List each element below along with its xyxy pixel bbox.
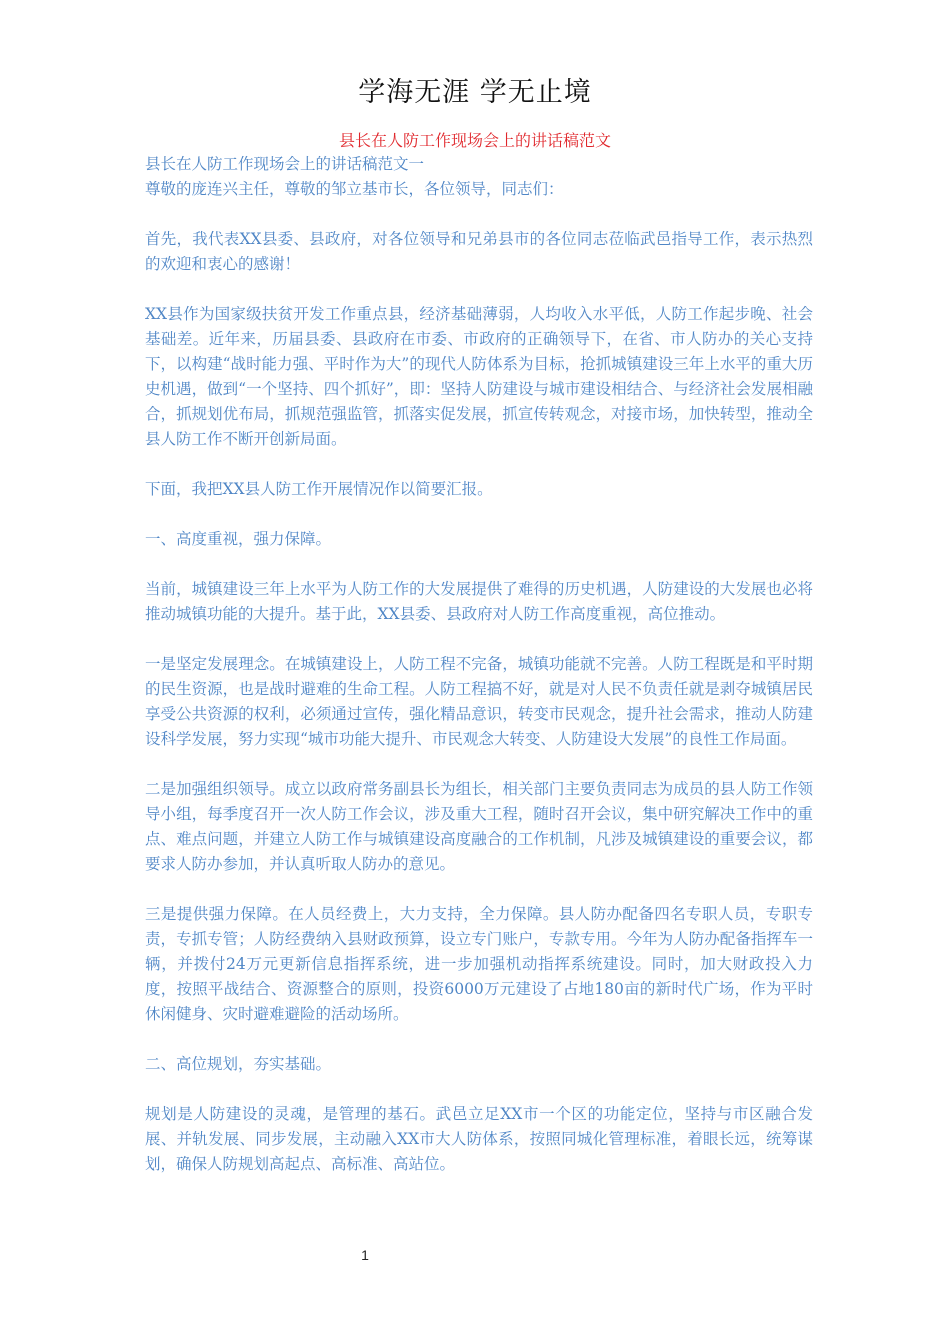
document-body — [145, 152, 813, 1177]
body-paragraph: 首先，我代表XX县委、县政府，对各位领导和兄弟县市的各位同志莅临武邑指导工作，表示热烈的欢迎和衷心的感谢！ — [145, 230, 813, 273]
body-paragraph: 二是加强组织领导。成立以政府常务副县长为组长，相关部门主要负责同志为成员的县人防工作领导小组，每季度召开一次人防工作会议，涉及重大工程，随时召开会议，集中研究解决工作中的重点、难点问题，并建立人防工作与城镇建设高度融合的工作机制，凡涉及城镇建设的重要会议，都要求人防办参加，并认真听取人防办的意见。 — [145, 780, 813, 873]
body-paragraph: 三是提供强力保障。在人员经费上，大力支持，全力保障。县人防办配备四名专职人员，专职专责，专抓专管；人防经费纳入县财政预算，设立专门账户，专款专用。今年为人防办配备指挥车一辆，并拨付24万元更新信息指挥系统，进一步加强机动指挥系统建设。同时，加大财政投入力度，按照平战结合、资源整合的原则，投资6000万元建设了占地180亩的新时代广场，作为平时休闲健身、灾时避难避险的活动场所。 — [145, 905, 813, 1023]
salutation-paragraph: 尊敬的庞连兴主任，尊敬的邹立基市长，各位领导，同志们： — [145, 180, 564, 198]
body-paragraph: 一是坚定发展理念。在城镇建设上，人防工程不完备，城镇功能就不完善。人防工程既是和平时期的民生资源，也是战时避难的生命工程。人防工程搞不好，就是对人民不负责任就是剥夺城镇居民享受公共资源的权利，必须通过宣传，强化精品意识，转变市民观念，提升社会需求，推动人防建设科学发展，努力实现“城市功能大提升、市民观念大转变、人防建设大发展”的良性工作局面。 — [145, 655, 813, 748]
body-paragraph: 当前，城镇建设三年上水平为人防工作的大发展提供了难得的历史机遇，人防建设的大发展也必将推动城镇功能的大提升。基于此，XX县委、县政府对人防工作高度重视，高位推动。 — [145, 580, 813, 623]
section-heading: 二、高位规划，夯实基础。 — [145, 1055, 332, 1073]
page-number: 1 — [361, 1247, 369, 1263]
body-paragraph: 规划是人防建设的灵魂，是管理的基石。武邑立足XX市一个区的功能定位，坚持与市区融合发展、并轨发展、同步发展，主动融入XX市大人防体系，按照同城化管理标准，着眼长远，统筹谋划，确保人防规划高起点、高标准、高站位。 — [145, 1105, 813, 1173]
page-header-title: 学海无涯 学无止境 — [358, 77, 592, 108]
section-heading: 一、高度重视，强力保障。 — [145, 530, 332, 548]
body-paragraph: 下面，我把XX县人防工作开展情况作以简要汇报。 — [145, 480, 493, 498]
document-title: 县长在人防工作现场会上的讲话稿范文 — [338, 131, 611, 150]
body-paragraph: XX县作为国家级扶贫开发工作重点县，经济基础薄弱，人均收入水平低，人防工作起步晚、社会基础差。近年来，历届县委、县政府在市委、市政府的正确领导下，在省、市人防办的关心支持下，以构建“战时能力强、平时作为大”的现代人防体系为目标，抢抓城镇建设三年上水平的重大历史机遇，做到“一个坚持、四个抓好”，即：坚持人防建设与城市建设相结合、与经济社会发展相融合，抓规划优布局，抓规范强监管，抓落实促发展，抓宣传转观念，对接市场，加快转型，推动全县人防工作不断开创新局面。 — [145, 305, 813, 448]
subtitle-paragraph: 县长在人防工作现场会上的讲话稿范文一 — [145, 155, 425, 173]
